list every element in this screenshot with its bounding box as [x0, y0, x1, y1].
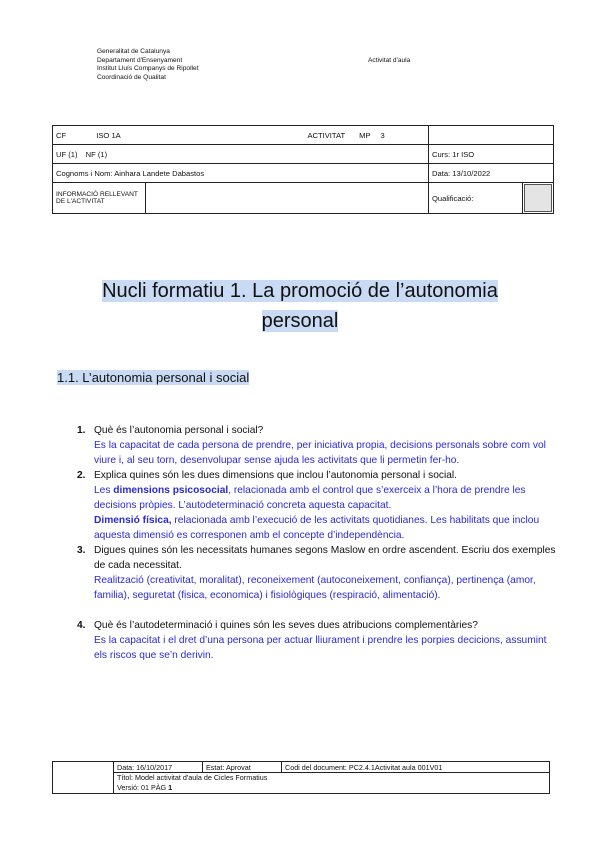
question-number: 1. [77, 425, 86, 436]
question-text: Explica quines són les dues dimensions que inclou l’autonomia personal i social. [94, 470, 457, 481]
question-text: Digues quines són les necessitats humanes segons Maslow en ordre ascendent. Escriu dos exemples de cada necessitat. [94, 545, 556, 571]
question-text: Què és l’autonomia personal i social? [94, 425, 264, 436]
footer-status: Estat: Aprovat [203, 762, 282, 773]
org-line: Institut Lluís Companys de Ripollet [97, 65, 199, 73]
name-cell: Cognoms i Nom: Ainhara Landete Dabastos [53, 164, 429, 183]
cf-label: CF [56, 130, 67, 140]
answer-text: Realització (creativitat, moralitat), reconeixement (autoconeixement, confiança), pertinença (amor, familia), seguretat (fisica, economica) i fisiològiques (respiració, alimentació). [94, 575, 536, 601]
footer-date: Data: 16/10/2017 [114, 762, 203, 773]
question-item [77, 468, 557, 543]
footer-blank-cell [53, 762, 114, 794]
answer-continuation: , relacionada amb el control que s’exerceix a l’hora de prendre les decisions pròpies. L’autodeterminació concreta aquesta capacitat. [94, 485, 526, 511]
section-heading-text: 1.1. L’autonomia personal i social [57, 370, 250, 385]
info-label-cell: INFORMACIÓ RELLEVANT DE L'ACTIVITAT [53, 183, 146, 214]
org-line: Departament d'Ensenyament [97, 56, 183, 64]
footer-version [117, 783, 546, 793]
curs-cell: Curs: 1r ISO [429, 145, 554, 164]
title-line-2: personal [261, 310, 339, 332]
footer-version-label: Versió: 01 PÀG [117, 783, 169, 792]
answer-bold-term: dimensions psicosocial [113, 485, 229, 496]
grade-box[interactable] [524, 184, 552, 212]
cf-value: ISO 1A [96, 130, 121, 140]
mp-label: MP [359, 130, 371, 140]
qualificacio-cell[interactable] [523, 183, 554, 214]
question-number: 2. [77, 470, 86, 481]
question-number: 3. [77, 545, 86, 556]
uf-nf-cell [53, 145, 429, 164]
info-content-cell[interactable] [146, 183, 429, 214]
title-line-1: Nucli formatiu 1. La promoció de l’autonomia [102, 280, 498, 302]
org-line: Coordinació de Qualitat [97, 73, 166, 81]
question-item [77, 618, 557, 663]
footer-page-number: 1 [168, 783, 173, 792]
mp-value: 3 [380, 130, 385, 140]
footer-title-cell [114, 773, 550, 794]
cf-cell [53, 126, 429, 145]
question-item [77, 423, 557, 468]
document-type: Activitat d'aula [368, 57, 411, 64]
question-list [77, 423, 557, 663]
answer-text: Es la capacitat i el dret d’una persona per actuar lliurament i prendre les porpies decicions, assumint els riscos que se’n derivin. [94, 635, 547, 661]
document-footer-table [52, 761, 550, 794]
org-line: Generalitat de Catalunya [97, 48, 170, 55]
date-cell: Data: 13/10/2022 [429, 164, 554, 183]
answer-bold-term: Dimensió física, [94, 515, 172, 526]
answer-continuation: relacionada amb l’execució de les activitats quotidianes. Les habilitats que inclou aquesta dimensió es corresponen amb el concepte d’independència. [94, 515, 540, 541]
nf-value: NF (1) [85, 149, 108, 159]
activity-info-table [52, 125, 554, 214]
page-title [60, 276, 540, 336]
uf-value: UF (1) [56, 149, 78, 159]
answer-text: Es la capacitat de cada persona de prendre, per iniciativa propia, decisions personals sobre com vol viure i, al seu torn, desenvolupar sense ajuda les activitats que li permetin fer-ho. [94, 440, 546, 466]
organization-header [97, 48, 199, 82]
answer-text [94, 513, 557, 543]
question-number: 4. [77, 620, 86, 631]
question-item [77, 543, 557, 603]
activitat-label: ACTIVITAT [307, 130, 345, 140]
question-text: Què és l’autodeterminació i quines són les seves dues atribucions complementàries? [94, 620, 478, 631]
section-heading [57, 370, 249, 385]
footer-doc-code: Codi del document: PC2.4.1Activitat aula 001V01 [282, 762, 550, 773]
answer-prefix: Les [94, 485, 114, 496]
footer-title: Títol: Model activitat d'aula de Cicles Formatius [117, 773, 268, 782]
qualificacio-label: Qualificació: [429, 183, 523, 214]
answer-text [94, 483, 557, 513]
